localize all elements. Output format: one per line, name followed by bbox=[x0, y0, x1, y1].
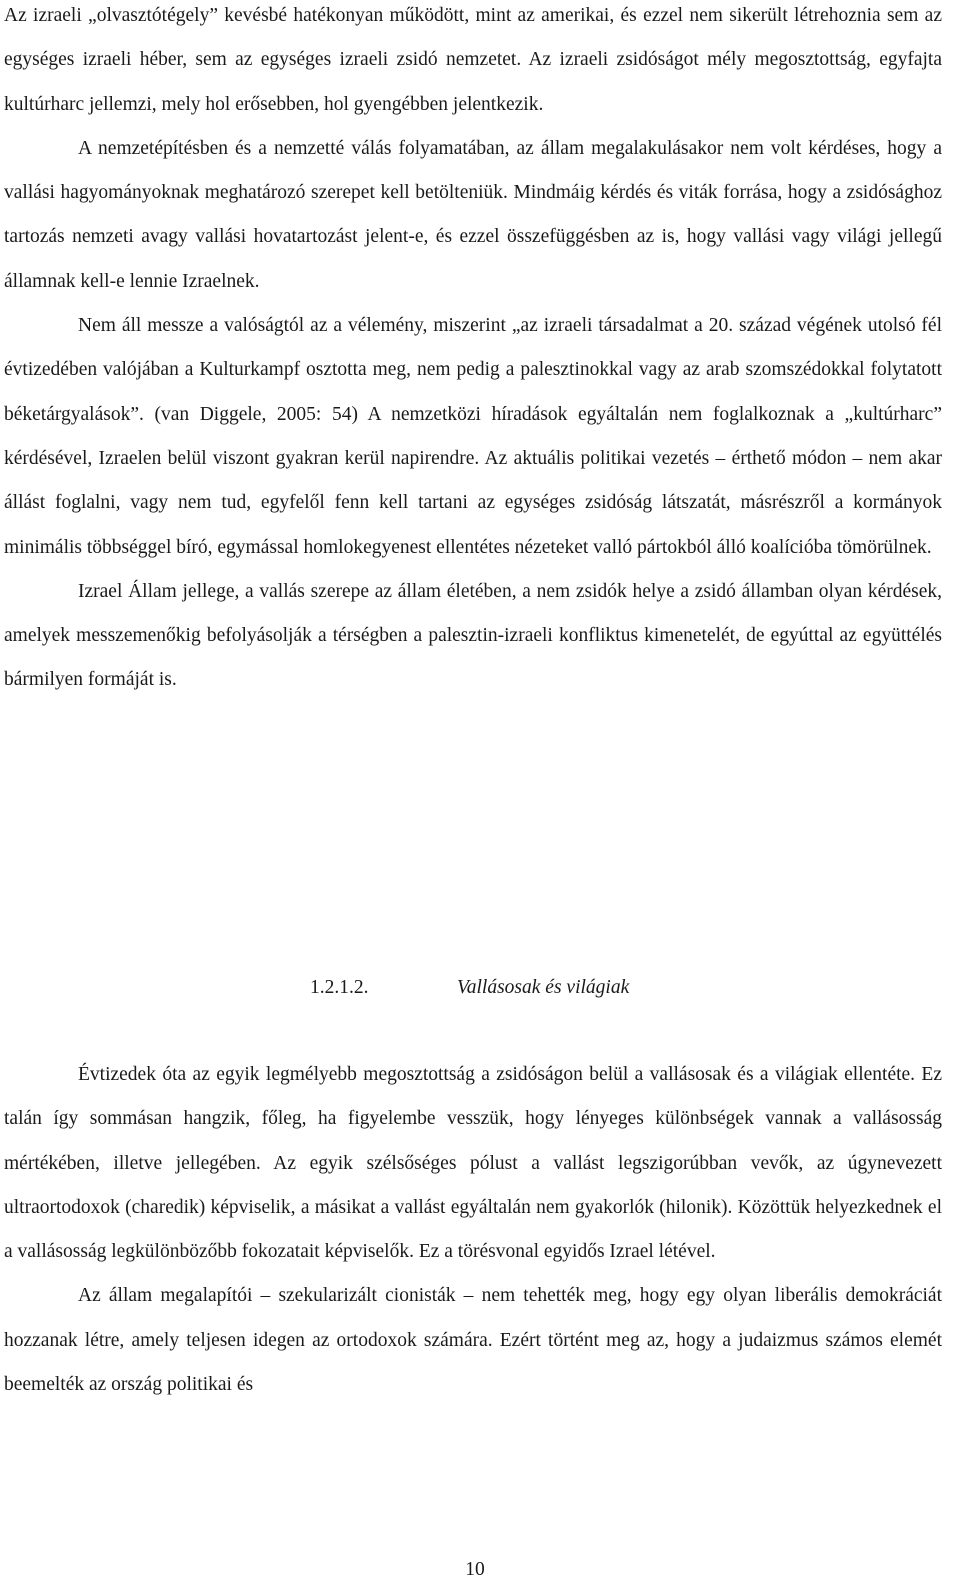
paragraph-3: Nem áll messze a valóságtól az a vélemény, miszerint „az izraeli társadalmat a 20. század végének utolsó fél évtizedében valójában a Kulturkampf osztotta meg, nem pedig a palesztinokkal vagy az arab szomszédokkal folytatott béketárgyalások”. (van Diggele, 2005: 54) A nemzetközi híradások egyáltalán nem foglalkoznak a „kultúrharc” kérdésével, Izraelen belül viszont gyakran kerül napirendre. Az aktuális politikai vezetés – érthető módon – nem akar állást foglalni, vagy nem tud, egyfelől fenn kell tartani az egységes zsidóság látszatát, másrészről a kormányok minimális többséggel bíró, egymással homlokegyenest ellentétes nézeteket valló pártokból álló koalícióba tömörülnek. bbox=[4, 315, 942, 558]
paragraph-4: Izrael Állam jellege, a vallás szerepe az állam életében, a nem zsidók helye a zsidó államban olyan kérdések, amelyek messzemenőkig befolyásolják a térségben a palesztin-izraeli konfliktus kimenetelét, de egyúttal az együttélés bármilyen formáját is. bbox=[4, 580, 942, 691]
body-text-top bbox=[4, 0, 942, 703]
paragraph-1: Az izraeli „olvasztótégely” kevésbé hatékonyan működött, mint az amerikai, és ezzel nem sikerült létrehoznia sem az egységes izraeli héber, sem az egységes izraeli zsidó nemzetet. Az izraeli zsidóságot mély megosztottság, egyfajta kultúrharc jellemzi, mely hol erősebben, hol gyengébben jelentkezik. bbox=[4, 5, 942, 115]
paragraph-5: Évtizedek óta az egyik legmélyebb megosztottság a zsidóságon belül a vallásosak és a világiak ellentéte. Ez talán így sommásan hangzik, főleg, ha figyelembe vesszük, hogy lényeges különbségek vannak a vallásosság mértékében, illetve jellegében. Az egyik szélsőséges pólust a vallást legszigorúbban vevők, az úgynevezett ultraortodoxok (charedik) képviselik, a másikat a vallást egyáltalán nem gyakorlók (hilonik). Közöttük helyezkednek el a vallásosság legkülönbözőbb fokozatait képviselők. Ez a törésvonal egyidős Izrael létével. bbox=[4, 1064, 942, 1263]
body-text-bottom bbox=[4, 1053, 942, 1407]
paragraph-2: A nemzetépítésben és a nemzetté válás folyamatában, az állam megalakulásakor nem volt kérdéses, hogy a vallási hagyományoknak meghatározó szerepet kell betölteniük. Mindmáig kérdés és viták forrása, hogy a zsidósághoz tartozás nemzeti avagy vallási hovatartozást jelent-e, és ezzel összefüggésben az is, hogy vallási vagy világi jellegű államnak kell-e lennie Izraelnek. bbox=[4, 137, 942, 292]
paragraph-6: Az állam megalapítói – szekularizált cionisták – nem tehették meg, hogy egy olyan liberális demokráciát hozzanak létre, amely teljesen idegen az ortodoxok számára. Ezért történt meg az, hogy a judaizmus számos elemét beemelték az ország politikai és bbox=[4, 1285, 942, 1396]
section-heading bbox=[4, 966, 942, 1010]
page-number: 10 bbox=[465, 1559, 485, 1580]
section-title: Vallásosak és világiak bbox=[457, 977, 630, 998]
section-number: 1.2.1.2. bbox=[310, 977, 369, 998]
